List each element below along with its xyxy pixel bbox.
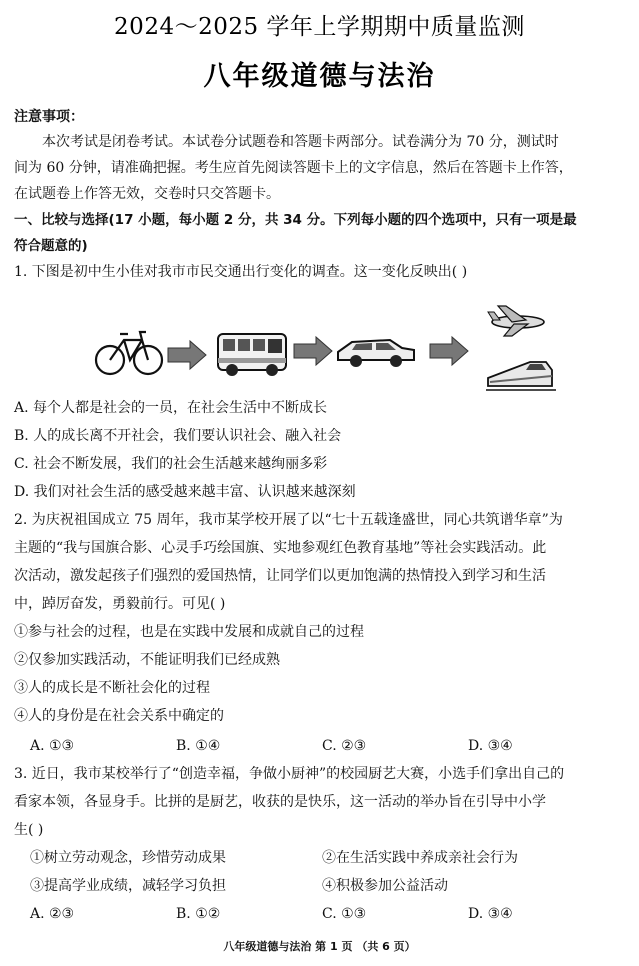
question-stem: 1. 下图是初中生小佳对我市市民交通出行变化的调查。这一变化反映出( ) [14,264,468,280]
question-stem: 主题的“我与国旗合影、心灵手巧绘国旗、实地参观红色教育基地”等社会实践活动。此 [14,540,547,556]
option-a: A. ①③ [30,738,75,754]
question-stem: 2. 为庆祝祖国成立 75 周年，我市某学校开展了以“七十五载逢盛世，同心共筑谱华章”为 [14,512,563,528]
page-footer: 八年级道德与法治 第 1 页 （共 6 页） [223,940,416,953]
option-c: C. ①③ [322,906,367,922]
option-c: C. 社会不断发展，我们的社会生活越来越绚丽多彩 [14,456,328,472]
question-stem: 生( ) [14,822,44,838]
train-icon [486,362,556,390]
statement: ①参与社会的过程，也是在实践中发展和成就自己的过程 [14,624,364,640]
question-stem: 看家本领，各显身手。比拼的是厨艺，收获的是快乐，这一活动的举办旨在引导中小学 [14,794,546,810]
exam-title: 2024～2025 学年上学期期中质量监测 [114,14,525,40]
arrow-icon [430,337,468,365]
statement: ③提高学业成绩，减轻学习负担 [30,878,226,894]
transport-figure [90,300,560,396]
option-d: D. 我们对社会生活的感受越来越丰富、认识越来越深刻 [14,484,356,500]
subject-title: 八年级道德与法治 [203,61,436,92]
bus-icon [218,334,286,376]
arrow-icon [294,337,332,365]
bicycle-icon [96,332,162,374]
statement: ②在生活实践中养成亲社会行为 [322,850,518,866]
notice-line: 间为 60 分钟，请准确把握。考生应首先阅读答题卡上的文字信息，然后在答题卡上作答， [14,160,573,176]
car-icon [338,340,414,367]
option-d: D. ③④ [468,906,513,922]
option-a: A. ②③ [30,906,75,922]
arrow-icon [168,341,206,369]
option-d: D. ③④ [468,738,513,754]
section-heading: 一、比较与选择(17 小题，每小题 2 分，共 34 分。下列每小题的四个选项中，只有一项是最 [14,212,577,228]
statement: ②仅参加实践活动，不能证明我们已经成熟 [14,652,280,668]
option-c: C. ②③ [322,738,367,754]
option-b: B. 人的成长离不开社会，我们要认识社会、融入社会 [14,428,342,444]
option-b: B. ①④ [176,738,221,754]
question-stem: 次活动，激发起孩子们强烈的爱国热情，让同学们以更加饱满的热情投入到学习和生活 [14,568,546,584]
statement: ③人的成长是不断社会化的过程 [14,680,210,696]
statement: ④人的身份是在社会关系中确定的 [14,708,224,724]
notice-heading: 注意事项： [14,109,84,125]
option-a: A. 每个人都是社会的一员，在社会生活中不断成长 [14,400,328,416]
statement: ①树立劳动观念，珍惜劳动成果 [30,850,226,866]
notice-line: 本次考试是闭卷考试。本试卷分试题卷和答题卡两部分。试卷满分为 70 分，测试时 [42,134,559,150]
section-heading: 符合题意的) [14,238,88,254]
statement: ④积极参加公益活动 [322,878,448,894]
airplane-icon [488,306,544,336]
question-stem: 中，踔厉奋发，勇毅前行。可见( ) [14,596,226,612]
notice-line: 在试题卷上作答无效，交卷时只交答题卡。 [14,186,280,202]
question-stem: 3. 近日，我市某校举行了“创造幸福，争做小厨神”的校园厨艺大赛，小选手们拿出自己的 [14,766,565,782]
option-b: B. ①② [176,906,221,922]
